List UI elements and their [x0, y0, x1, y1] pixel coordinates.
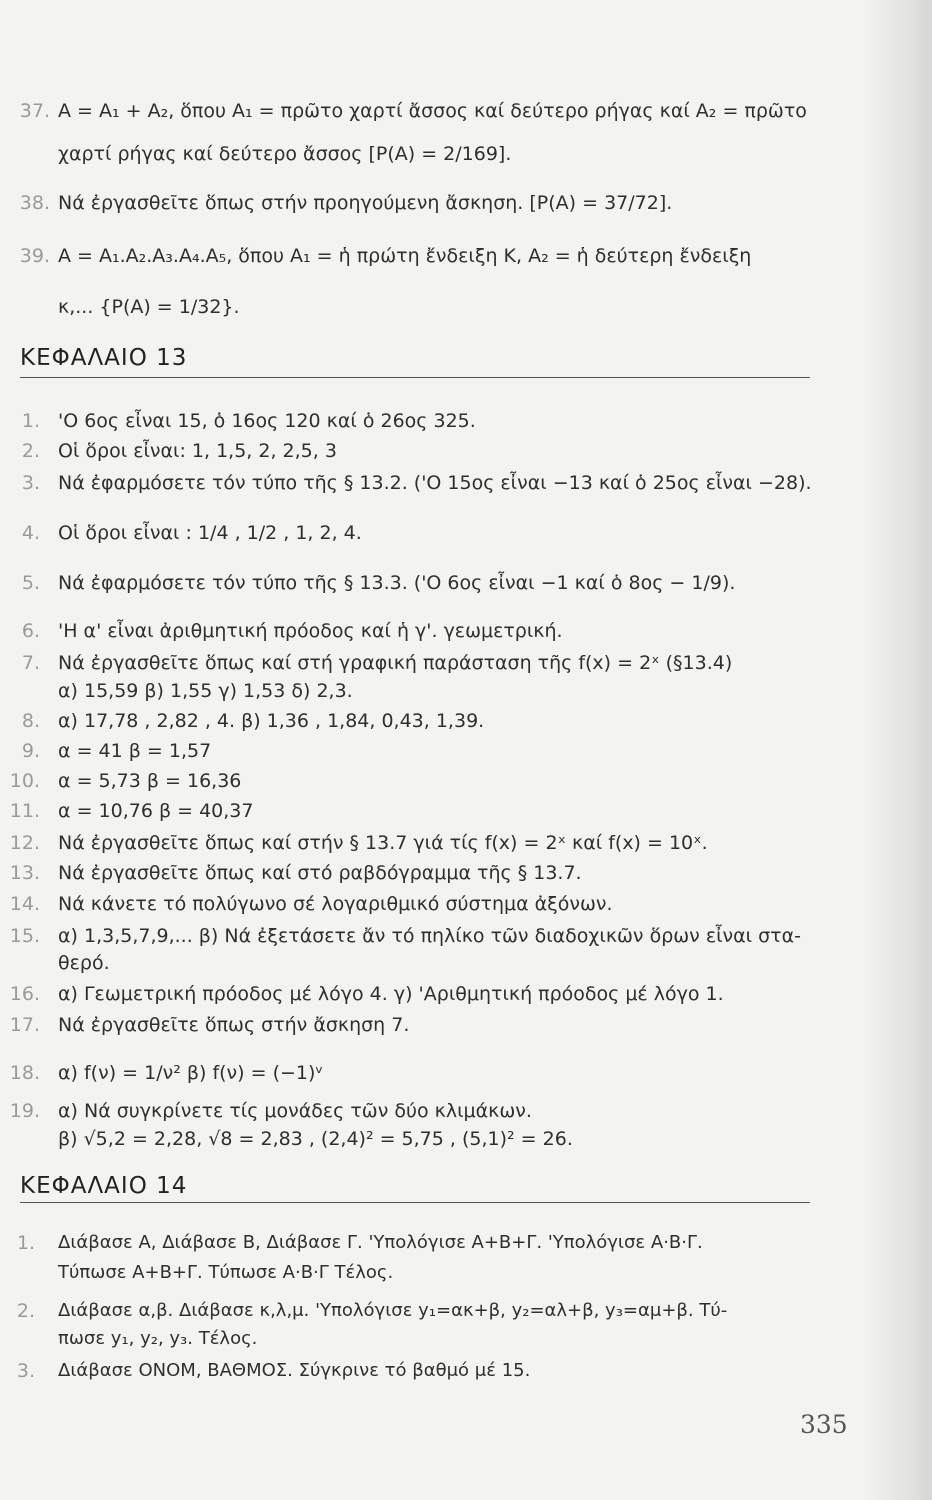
item-line: Νά ἐργασθεῖτε ὅπως καί στήν § 13.7 γιά τίς f(x) = 2ˣ καί f(x) = 10ˣ.	[58, 832, 708, 854]
item-line: α = 10,76 β = 40,37	[58, 800, 254, 822]
item-line: A = A₁ + A₂, ὅπου A₁ = πρῶτο χαρτί ἄσσος καί δεύτερο ρήγας καί A₂ = πρῶτο	[58, 100, 807, 122]
item-line: Νά ἐφαρμόσετε τόν τύπο τῆς § 13.2. ('O 15ος εἶναι −13 καί ὁ 25ος εἶναι −28).	[58, 472, 812, 494]
item-line: Νά ἐργασθεῖτε ὅπως καί στό ραβδόγραμμα τῆς § 13.7.	[58, 862, 582, 884]
item-number: 6.	[21, 620, 40, 642]
item-number: 37.	[19, 100, 50, 122]
item-number: 13.	[9, 862, 40, 884]
item-number: 1.	[21, 410, 40, 432]
item-number: 2.	[21, 440, 40, 462]
chapter-13-rule	[20, 377, 810, 378]
item-line: α = 5,73 β = 16,36	[58, 770, 242, 792]
item-number: 18.	[9, 1062, 40, 1084]
item-line: θερό.	[58, 952, 110, 974]
item-line: α) 15,59 β) 1,55 γ) 1,53 δ) 2,3.	[58, 680, 353, 702]
item-number: 7.	[21, 652, 40, 674]
item-line: β) √5,2 = 2,28, √8 = 2,83 , (2,4)² = 5,75 , (5,1)² = 26.	[58, 1128, 573, 1150]
item-line: κ,... {P(A) = 1/32}.	[58, 296, 240, 318]
chapter-14-rule	[20, 1202, 810, 1203]
item-number: 14.	[9, 893, 40, 915]
item-number: 4.	[21, 522, 40, 544]
item-number: 2.	[16, 1300, 35, 1322]
item-number: 17.	[9, 1014, 40, 1036]
item-line: Νά ἐργασθεῖτε ὅπως στήν προηγούμενη ἄσκηση. [P(A) = 37/72].	[58, 192, 673, 214]
item-line: πωσε y₁, y₂, y₃. Τέλος.	[58, 1328, 258, 1349]
item-line: Διάβασε α,β. Διάβασε κ,λ,μ. 'Υπολόγισε y₁=ακ+β, y₂=αλ+β, y₃=αμ+β. Τύ-	[58, 1300, 728, 1321]
item-line: α) 17,78 , 2,82 , 4. β) 1,36 , 1,84, 0,43, 1,39.	[58, 710, 485, 732]
item-number: 12.	[9, 832, 40, 854]
page-edge-shadow	[862, 0, 932, 1500]
item-line: Νά κάνετε τό πολύγωνο σέ λογαριθμικό σύστημα ἀξόνων.	[58, 893, 613, 915]
item-line: α = 41 β = 1,57	[58, 740, 212, 762]
item-line: Οἱ ὅροι εἶναι: 1, 1,5, 2, 2,5, 3	[58, 440, 337, 462]
item-line: Διάβασε A, Διάβασε B, Διάβασε Γ. 'Υπολόγισε A+B+Γ. 'Υπολόγισε A·B·Γ.	[58, 1232, 703, 1253]
item-number: 38.	[19, 192, 50, 214]
item-line: Νά ἐργασθεῖτε ὅπως στήν ἄσκηση 7.	[58, 1014, 410, 1036]
item-number: 10.	[9, 770, 40, 792]
item-number: 19.	[9, 1100, 40, 1122]
chapter-13-heading: ΚΕΦΑΛΑΙΟ 13	[20, 345, 188, 371]
chapter-14-heading: ΚΕΦΑΛΑΙΟ 14	[20, 1173, 188, 1199]
page-number: 335	[800, 1410, 848, 1439]
item-line: Διάβασε ΟΝΟΜ, ΒΑΘΜΟΣ. Σύγκρινε τό βαθμό μέ 15.	[58, 1360, 531, 1381]
item-line: Τύπωσε A+B+Γ. Τύπωσε A·B·Γ Τέλος.	[58, 1262, 394, 1283]
item-line: Νά ἐργασθεῖτε ὅπως καί στή γραφική παράσταση τῆς f(x) = 2ˣ (§13.4)	[58, 652, 733, 674]
item-line: χαρτί ρήγας καί δεύτερο ἄσσος [P(A) = 2/169].	[58, 143, 512, 165]
item-number: 9.	[21, 740, 40, 762]
item-number: 1.	[16, 1232, 35, 1254]
item-line: α) 1,3,5,7,9,... β) Νά ἐξετάσετε ἄν τό πηλίκο τῶν διαδοχικῶν ὅρων εἶναι στα-	[58, 925, 801, 947]
item-number: 8.	[21, 710, 40, 732]
item-number: 5.	[21, 572, 40, 594]
item-number: 16.	[9, 983, 40, 1005]
item-number: 11.	[9, 800, 40, 822]
item-line: α) Νά συγκρίνετε τίς μονάδες τῶν δύο κλιμάκων.	[58, 1100, 532, 1122]
item-line: Νά ἐφαρμόσετε τόν τύπο τῆς § 13.3. ('O 6ος εἶναι −1 καί ὁ 8ος − 1/9).	[58, 572, 736, 594]
item-line: 'O 6ος εἶναι 15, ὁ 16ος 120 καί ὁ 26ος 325.	[58, 410, 476, 432]
item-line: A = A₁.A₂.A₃.A₄.A₅, ὅπου A₁ = ἡ πρώτη ἔνδειξη K, A₂ = ἡ δεύτερη ἔνδειξη	[58, 245, 752, 267]
item-number: 3.	[21, 472, 40, 494]
item-number: 3.	[16, 1360, 35, 1382]
item-line: α) f(ν) = 1/ν² β) f(ν) = (−1)ᵛ	[58, 1062, 324, 1084]
item-line: α) Γεωμετρική πρόοδος μέ λόγο 4. γ) 'Αριθμητική πρόοδος μέ λόγο 1.	[58, 983, 724, 1005]
item-line: 'H α' εἶναι ἀριθμητική πρόοδος καί ἡ γ'. γεωμετρική.	[58, 620, 563, 642]
item-number: 15.	[9, 925, 40, 947]
item-line: Οἱ ὅροι εἶναι : 1/4 , 1/2 , 1, 2, 4.	[58, 522, 362, 544]
item-number: 39.	[19, 245, 50, 267]
